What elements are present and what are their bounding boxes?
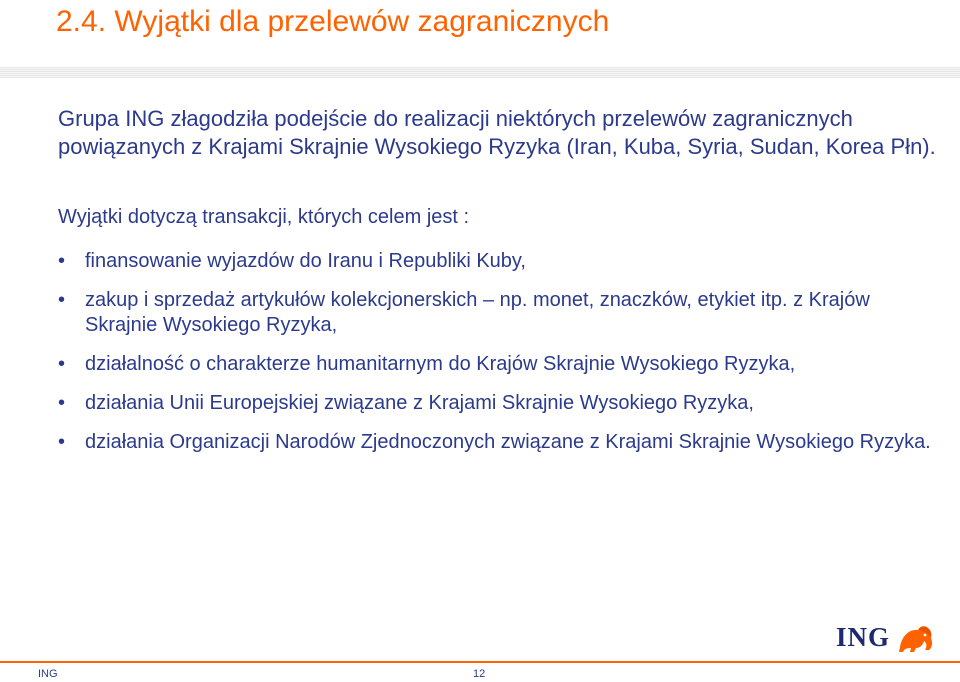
page-number: 12: [473, 668, 486, 680]
lion-icon: [896, 621, 936, 655]
bullet-icon: •: [58, 250, 66, 272]
logo-text: ING: [836, 622, 891, 652]
bullet-icon: •: [58, 392, 66, 414]
list-item-text: zakup i sprzedaż artykułów kolekcjonerskich – np. monet, znaczków, etykiet itp. z Krajów Skrajnie Wysokiego Ryzyka,: [85, 289, 870, 336]
title-divider: [0, 67, 960, 78]
bullet-icon: •: [58, 431, 66, 453]
lead-sentence: Wyjątki dotyczą transakcji, których celem jest :: [58, 206, 470, 228]
list-item: [58, 430, 938, 455]
bullet-icon: •: [58, 289, 66, 311]
list-item: [58, 391, 938, 416]
list-item-text: finansowanie wyjazdów do Iranu i Republiki Kuby,: [85, 250, 526, 272]
exceptions-list: [58, 249, 938, 469]
list-item: [58, 249, 938, 274]
footer-label: ING: [38, 668, 58, 680]
bullet-icon: •: [58, 353, 66, 375]
list-item: [58, 288, 938, 338]
footer-divider: [0, 661, 960, 663]
slide-title: 2.4. Wyjątki dla przelewów zagranicznych: [56, 5, 610, 38]
list-item: [58, 352, 938, 377]
list-item-text: działania Organizacji Narodów Zjednoczonych związane z Krajami Skrajnie Wysokiego Ryzyka.: [85, 431, 931, 453]
list-item-text: działalność o charakterze humanitarnym do Krajów Skrajnie Wysokiego Ryzyka,: [85, 353, 796, 375]
ing-logo: [836, 621, 936, 657]
list-item-text: działania Unii Europejskiej związane z Krajami Skrajnie Wysokiego Ryzyka,: [85, 392, 754, 414]
intro-paragraph: Grupa ING złagodziła podejście do realizacji niektórych przelewów zagranicznych powiązanych z Krajami Skrajnie Wysokiego Ryzyka (Iran, Kuba, Syria, Sudan, Korea Płn).: [58, 106, 936, 159]
